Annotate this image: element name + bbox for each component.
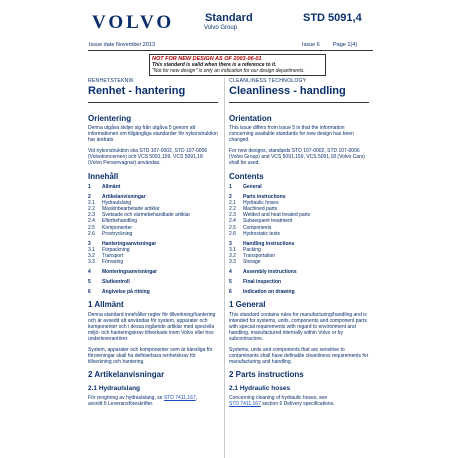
toc-item-label: Hanteringsanvisningar bbox=[102, 240, 157, 247]
toc-item-label: Angivelse på ritning bbox=[102, 289, 150, 296]
toc-item-label: Components bbox=[243, 224, 272, 231]
right-contents-list bbox=[229, 184, 374, 295]
notice-line-3: "Not for new design" is only an indication for our design departments. bbox=[152, 68, 305, 74]
toc-item-number: 2.3 bbox=[229, 212, 236, 219]
toc-item-number: 2.3 bbox=[88, 212, 95, 219]
toc-item-label: Machined parts bbox=[243, 206, 278, 213]
toc-item-number: 3 bbox=[229, 240, 232, 247]
toc-item-number: 4 bbox=[229, 269, 232, 276]
issue-number: Issue 6 bbox=[302, 42, 320, 48]
right-orientation-heading: Orientation bbox=[229, 114, 272, 123]
right-std-link[interactable]: STD 7411,167 bbox=[229, 401, 261, 408]
right-s21-text: Concerning cleaning of hydraulic hoses, see bbox=[229, 395, 328, 402]
right-column bbox=[229, 78, 374, 407]
toc-item-label: Indication on drawing bbox=[243, 289, 295, 296]
toc-item-number: 2.1 bbox=[88, 200, 95, 207]
left-section-1-heading: 1 Allmänt bbox=[88, 300, 124, 310]
page-number: Page 1(4) bbox=[333, 42, 358, 48]
volvo-logo: VOLVO bbox=[92, 12, 175, 33]
right-section-1-heading: 1 General bbox=[229, 300, 266, 310]
toc-item-number: 2.6 bbox=[229, 230, 236, 237]
right-section-2-1-heading: 2.1 Hydraulic hoses bbox=[229, 385, 291, 393]
toc-item-label: Förpackning bbox=[102, 246, 130, 253]
toc-item-label: Artikelanvisningar bbox=[102, 194, 146, 201]
toc-item-label: Transportation bbox=[243, 252, 276, 259]
toc-item-number: 2.1 bbox=[229, 200, 236, 207]
left-orientation-para-1: Denna utgåva skiljer sig från utgåva 5 genom att informationen om tillgängliga standarder för nykonstruktion har ändrats. bbox=[88, 125, 218, 143]
toc-item-label: Storage bbox=[243, 259, 261, 266]
right-orientation-para-1: This issue differs from issue 5 in that the information concerning available standards for new design has been changed. bbox=[229, 125, 354, 143]
toc-item-number: 5 bbox=[229, 279, 232, 286]
right-contents-heading: Contents bbox=[229, 172, 264, 181]
toc-item-label: Maskinbearbetade artiklar bbox=[102, 206, 160, 213]
toc-item bbox=[229, 289, 374, 295]
left-s21-text-post: avsnitt 6 Leveransföreskrifter. bbox=[88, 401, 154, 408]
toc-item-label: Handling instructions bbox=[243, 240, 295, 247]
right-section-2-1-para bbox=[229, 395, 371, 407]
toc-item-label: Slutkontroll bbox=[102, 279, 130, 286]
header-divider bbox=[88, 50, 373, 51]
toc-item-number: 2.4 bbox=[229, 218, 236, 225]
left-title: Renhet - hantering bbox=[88, 85, 186, 97]
standard-number: STD 5091,4 bbox=[303, 12, 362, 24]
toc-item-number: 1 bbox=[88, 184, 91, 190]
left-section-2-1-para: För rengöring av hydraulslang, se STD 7411,167, avsnitt 6 Leveransföreskrifter. bbox=[88, 395, 198, 408]
left-std-link[interactable]: STD 7411,167 bbox=[163, 395, 196, 402]
toc-item-number: 6 bbox=[229, 289, 232, 296]
left-section-2-1-heading: 2.1 Hydraulslang bbox=[88, 385, 141, 393]
left-orientation-heading: Orientering bbox=[88, 114, 132, 123]
toc-item-number: 2.2 bbox=[88, 206, 95, 213]
toc-item-label: Allmänt bbox=[102, 184, 121, 190]
toc-item-label: Assembly instructions bbox=[243, 269, 297, 276]
toc-item-number: 3 bbox=[88, 240, 91, 247]
not-for-new-design-notice bbox=[149, 54, 326, 76]
toc-item-label: Packing bbox=[243, 246, 261, 253]
right-caption: CLEANLINESS TECHNOLOGY bbox=[229, 78, 307, 84]
right-orientation-para-2: For new designs, standards STD 107-0002, STD 107-0006 (Volvo Group) and VCS 5091,159, VCS 5091,18 (Volvo Cars) shall be used. bbox=[229, 148, 365, 166]
toc-item-label: Parts instructions bbox=[243, 194, 286, 201]
toc-item-number: 2.6 bbox=[88, 230, 95, 237]
toc-item-label: Komponenter bbox=[102, 224, 133, 231]
right-title-rule bbox=[229, 102, 369, 103]
toc-item-number: 3.1 bbox=[229, 246, 236, 253]
toc-item-number: 4 bbox=[88, 269, 91, 276]
toc-item-label: Svetsade och värmebehandlade artiklar bbox=[102, 212, 191, 219]
standard-label: Standard bbox=[205, 12, 253, 24]
toc-item-number: 2 bbox=[229, 194, 232, 201]
left-column bbox=[88, 78, 233, 407]
issue-date: Issue date November 2013 bbox=[89, 42, 156, 48]
right-title: Cleanliness - handling bbox=[229, 85, 346, 97]
toc-item-label: Efterbehandling bbox=[102, 218, 138, 225]
toc-item-number: 6 bbox=[88, 289, 91, 296]
toc-item-number: 2.4 bbox=[88, 218, 95, 225]
toc-item-label: Förvaring bbox=[102, 259, 124, 266]
toc-item-label: Provtryckning bbox=[102, 230, 133, 237]
right-section-2-heading: 2 Parts instructions bbox=[229, 370, 304, 380]
toc-item-number: 5 bbox=[88, 279, 91, 286]
left-caption: RENHETSTEKNIK bbox=[88, 78, 134, 84]
toc-item-label: Monteringsanvisningar bbox=[102, 269, 158, 276]
toc-item-number: 2.5 bbox=[229, 224, 236, 231]
toc-item-number: 2.5 bbox=[88, 224, 95, 231]
toc-item-number: 3.1 bbox=[88, 246, 95, 253]
toc-item-number: 3.3 bbox=[229, 259, 236, 266]
left-section-1-para-2: System, apparater och komponenter som är känsliga för föroreningar skall ha definierbara renhetskrav för tillverkning och hantering. bbox=[88, 347, 213, 366]
group-label: Volvo Group bbox=[204, 25, 238, 31]
toc-item-label: Welded and heat treated parts bbox=[243, 212, 311, 219]
left-section-1-para-1: Denna standard innehåller regler för tillverkning/hantering och är avsedd att användas för system, apparater och komponenter och i dessa ingående artiklar med speciella miljö- och hanteringskrav tillverkade inom Volvo eller hos underleverantörer. bbox=[88, 312, 216, 343]
toc-item-number: 3.2 bbox=[88, 252, 95, 259]
toc-item bbox=[88, 289, 233, 295]
toc-item-label: General bbox=[243, 184, 262, 190]
left-s21-text: För rengöring av hydraulslang, se bbox=[88, 395, 164, 402]
left-contents-list bbox=[88, 184, 233, 295]
toc-item-label: Hydraulslang bbox=[102, 200, 132, 207]
notice-line-1: NOT FOR NEW DESIGN AS OF 2003-06-01 bbox=[152, 56, 262, 62]
toc-item-label: Hydrostatic tests bbox=[243, 230, 280, 237]
left-orientation-para-2: Vid nykonstruktion ska STD 107-0002, STD 107-0006 (Volvokoncernen) och VCS 5091,159, VCS 5091,18 (Volvo Personvagnar) användas. bbox=[88, 148, 208, 166]
toc-item-number: 3.3 bbox=[88, 259, 95, 266]
toc-item-label: Final inspection bbox=[243, 279, 282, 286]
toc-item-label: Subsequent treatment bbox=[243, 218, 293, 225]
right-section-1-para-1: This standard contains rules for manufacturing/handling and is intended for systems, units, components and component parts with special requirements with regard to environment and handling, manufactured internally within Volvo or by subcontractors. bbox=[229, 312, 367, 343]
left-section-2-heading: 2 Artikelanvisningar bbox=[88, 370, 165, 380]
right-s21-text-post: section 6 Delivery specifications. bbox=[260, 401, 335, 408]
toc-item-label: Hydraulic hoses bbox=[243, 200, 279, 207]
notice-line-2: This standard is valid when there is a reference to it. bbox=[152, 62, 277, 68]
toc-item-number: 1 bbox=[229, 184, 232, 190]
left-contents-heading: Innehåll bbox=[88, 172, 119, 181]
toc-item-number: 3.2 bbox=[229, 252, 236, 259]
right-section-1-para-2: Systems, units and components that are sensitive to contaminants shall have definable cleanliness requirements for manufacturing and handling. bbox=[229, 347, 369, 366]
toc-item-number: 2.2 bbox=[229, 206, 236, 213]
toc-item-label: Transport bbox=[102, 252, 124, 259]
toc-item-number: 2 bbox=[88, 194, 91, 201]
left-title-rule bbox=[88, 102, 218, 103]
